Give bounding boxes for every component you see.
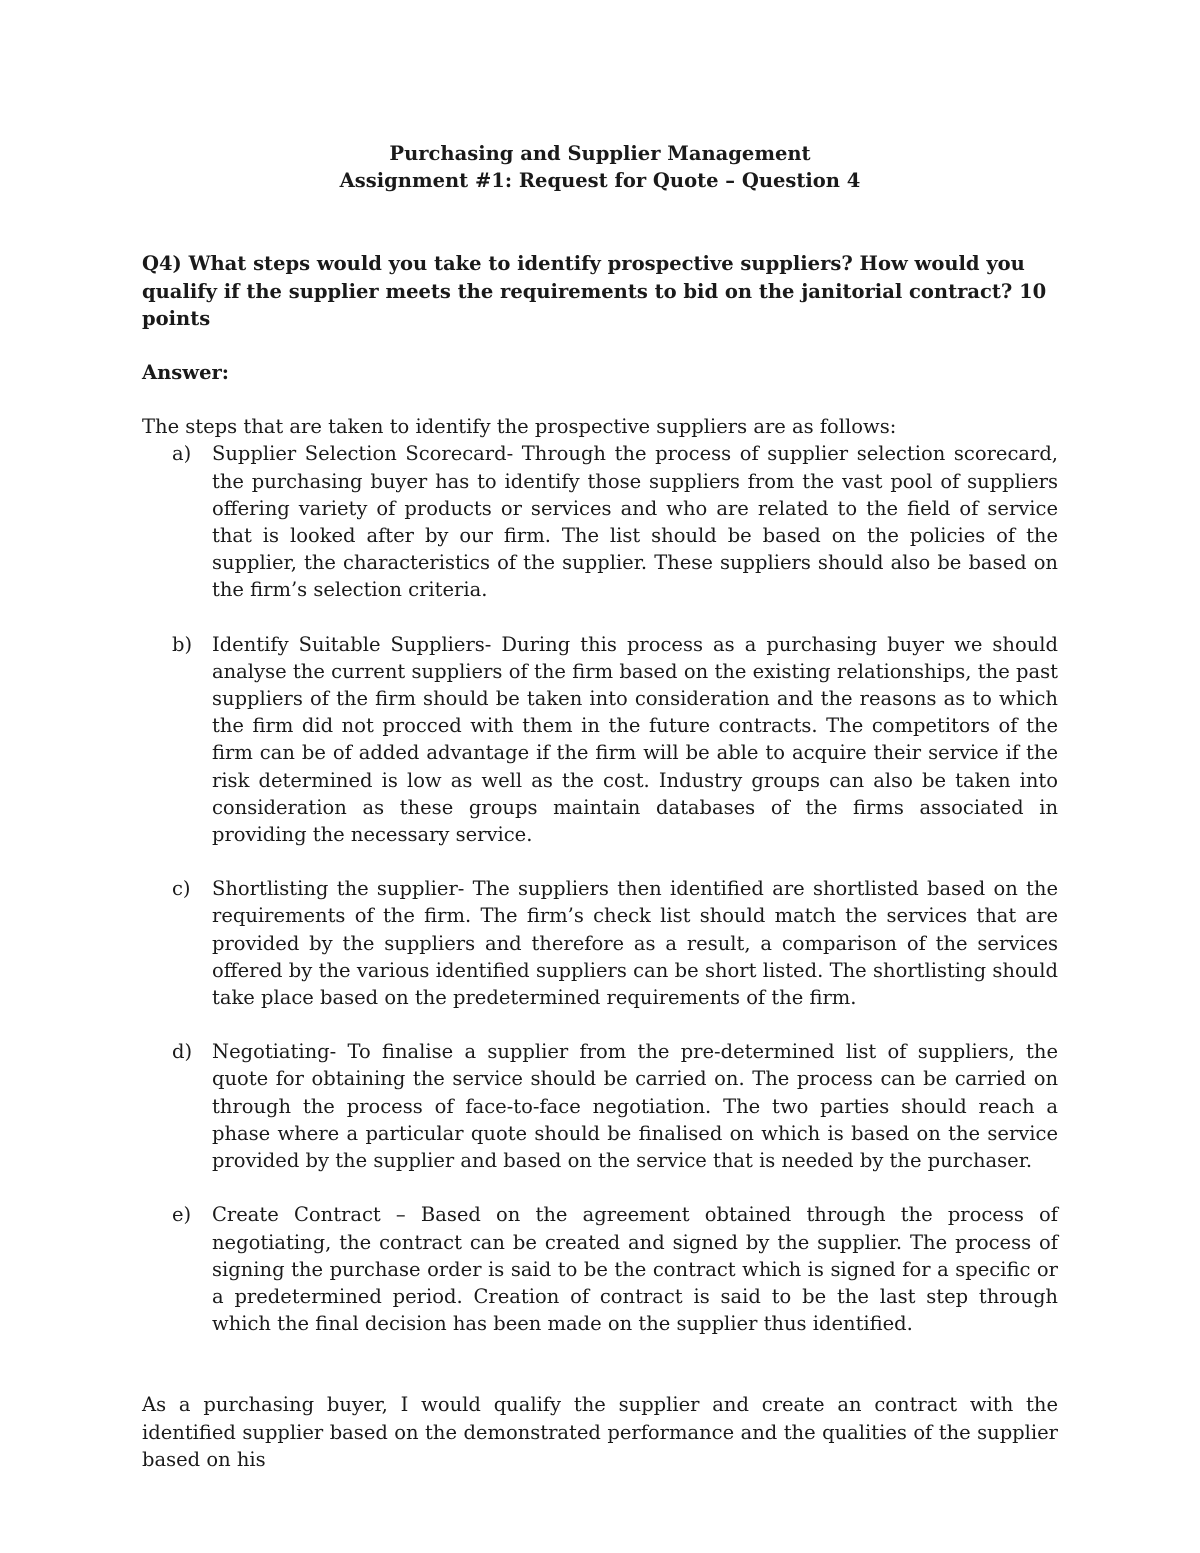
step-item-a — [142, 440, 1058, 603]
step-marker: c) — [172, 877, 191, 901]
document-title-line1: Purchasing and Supplier Management — [389, 142, 811, 165]
step-text: Negotiating- To finalise a supplier from the pre-determined list of suppliers, the quote for obtaining the service should be carried on. The process can be carried on through the process of face-to-face negotiation. The two parties should reach a phase where a particular quote should be finalised on which is based on the service provided by the supplier and based on the service that is needed by the purchaser. — [212, 1040, 1058, 1173]
step-text: Identify Suitable Suppliers- During this process as a purchasing buyer we should analyse the current suppliers of the firm based on the existing relationships, the past suppliers of the firm should be taken into consideration and the reasons as to which the firm did not procced with them in the future contracts. The competitors of the firm can be of added advantage if the firm will be able to acquire their service if the risk determined is low as well as the cost. Industry groups can also be taken into consideration as these groups maintain databases of the firms associated in providing the necessary service. — [212, 632, 1058, 847]
step-item-d — [142, 1038, 1058, 1174]
step-marker: e) — [172, 1203, 192, 1227]
step-item-e — [142, 1201, 1058, 1337]
document-title-line2: Assignment #1: Request for Quote – Question 4 — [339, 169, 861, 193]
conclusion-text: As a purchasing buyer, I would qualify the supplier and create an contract with the identified supplier based on the demonstrated performance and the qualities of the supplier based on his — [142, 1393, 1058, 1471]
intro-text: The steps that are taken to identify the prospective suppliers are as follows: — [142, 415, 897, 439]
step-text: Shortlisting the supplier- The suppliers then identified are shortlisted based on the requirements of the firm. The firm’s check list should match the services that are provided by the suppliers and therefore as a result, a comparison of the services offered by the various identified suppliers can be short listed. The shortlisting should take place based on the predetermined requirements of the firm. — [212, 877, 1058, 1010]
step-item-b — [142, 631, 1058, 849]
step-marker: b) — [172, 632, 193, 656]
step-text: Supplier Selection Scorecard- Through the process of supplier selection scorecard, the purchasing buyer has to identify those suppliers from the vast pool of suppliers offering variety of products or services and who are related to the field of service that is looked after by our firm. The list should be based on the policies of the supplier, the characteristics of the supplier. These suppliers should also be based on the firm’s selection criteria. — [212, 442, 1058, 602]
answer-label: Answer: — [142, 361, 229, 385]
document-page — [142, 140, 1058, 1473]
question-text: Q4) What steps would you take to identify prospective suppliers? How would you qualify if the supplier meets the requirements to bid on the janitorial contract? 10 points — [142, 252, 1047, 330]
step-marker: d) — [172, 1040, 193, 1064]
step-text: Create Contract – Based on the agreement obtained through the process of negotiating, the contract can be created and signed by the supplier. The process of signing the purchase order is said to be the contract which is signed for a specific or a predetermined period. Creation of contract is said to be the last step through which the final decision has been made on the supplier thus identified. — [212, 1203, 1058, 1336]
step-marker: a) — [172, 442, 192, 466]
step-item-c — [142, 875, 1058, 1011]
steps-list — [142, 440, 1058, 1337]
